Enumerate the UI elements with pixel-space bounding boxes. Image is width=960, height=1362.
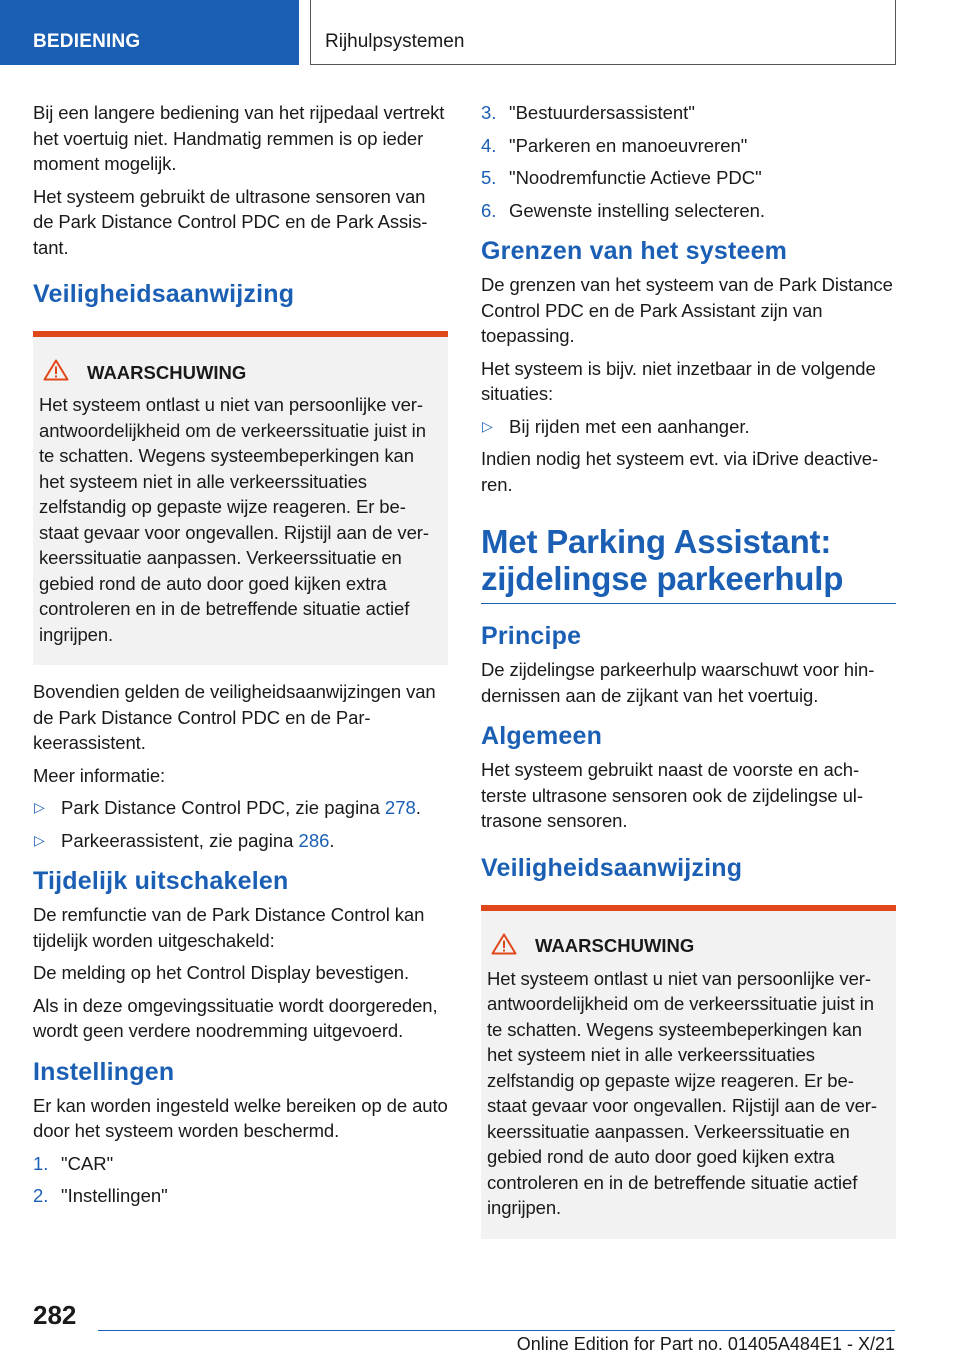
step-number: 2. [33,1185,49,1206]
disable-heading: Tijdelijk uitschakelen [33,867,289,895]
triangle-bullet-icon: ▷ [482,417,493,434]
warning-label: WAARSCHUWING [87,361,247,383]
step-text: "Noodremfunctie Actieve PDC" [509,167,762,188]
list-item-text: Parkeerassistent, zie pagina [61,829,299,851]
list-item [33,1183,448,1209]
paragraph: Er kan worden ingesteld welke bereiken op de auto door het systeem worden beschermd. [33,1094,448,1141]
paragraph: Indien nodig het systeem evt. via iDrive deactiveren. [481,448,879,495]
limits-heading: Grenzen van het systeem [481,237,788,265]
list-item [481,100,896,126]
paragraph: Het systeem gebruikt naast de voorste en achterste ultrasone sensoren ook de zijdelingse ultrasone sensoren. [481,759,863,831]
step-number: 5. [481,167,497,188]
warning-text: Het systeem ontlast u niet van persoonlijke verantwoordelijkheid om de verkeerssituatie juist in te schatten. Wegens systeembeperkingen kan het systeem niet in alle verkeerssituaties zelfstandig op gepaste wijze reageren. Er bestaat gevaar voor ongevallen. Rijstijl aan de verkeerssituatie aanpassen. Verkeerssituatie en gebied rond de auto door goed kijken extra controleren en in de betreffende situatie actief ingrijpen. [487,967,877,1218]
step-number: 3. [481,102,497,123]
page-number: 282 [33,1300,77,1330]
right-column [481,100,896,1253]
step-text: "CAR" [61,1152,114,1174]
main-heading: Met Parking Assistant: zijdelingse parkeerhulp [481,523,896,604]
paragraph: Meer informatie: [33,764,166,786]
list-item-text: Park Distance Control PDC, zie pagina [61,797,385,818]
steps-list [33,1151,448,1209]
safety-heading: Veiligheidsaanwijzing [481,853,743,882]
list-item-text: Bij rijden met een aanhanger. [509,415,750,437]
warning-title [487,933,886,960]
paragraph: Bovendien gelden de veiligheidsaanwijzingen van de Park Distance Control PDC en de Parkeerassistent. [33,681,436,753]
warning-box [33,331,448,665]
safety-heading: Veiligheidsaanwijzing [33,280,295,308]
list-item [33,795,448,821]
section-title: Rijhulpsystemen [310,0,896,65]
limits-list [481,414,896,440]
paragraph: Het systeem gebruikt de ultrasone sensoren van de Park Distance Control PDC en de Park Assistant. [33,185,428,258]
warning-label: WAARSCHUWING [535,935,695,956]
list-item [33,1151,448,1177]
general-heading: Algemeen [481,722,603,750]
steps-list [481,100,896,223]
paragraph: De grenzen van het systeem van de Park Distance Control PDC en de Park Assistant zijn van toepassing. [481,274,893,346]
settings-heading: Instellingen [33,1057,175,1086]
list-item [481,414,896,440]
paragraph: Als in deze omgevingssituatie wordt doorgereden, wordt geen verdere noodremming uitgevoerd. [33,994,438,1041]
left-column [33,100,448,1216]
list-item [481,198,896,224]
principle-heading: Principe [481,622,582,650]
list-item [481,165,896,191]
paragraph: Het systeem is bijv. niet inzetbaar in de volgende situaties: [481,357,876,404]
chapter-tab[interactable]: BEDIENING [0,0,299,65]
list-item [33,828,448,854]
step-text: "Bestuurdersassistent" [509,102,695,123]
warning-text: Het systeem ontlast u niet van persoonlijke verantwoordelijkheid om de verkeerssituatie juist in te schatten. Wegens systeembeperkingen kan het systeem niet in alle verkeerssituaties zelfstandig op gepaste wijze reageren. Er bestaat gevaar voor ongevallen. Rijstijl aan de verkeerssituatie aanpassen. Verkeerssituatie en gebied rond de auto door goed kijken extra controleren en in de betreffende situatie actief ingrijpen. [39,394,429,645]
paragraph: De zijdelingse parkeerhulp waarschuwt voor hindernissen aan de zijkant van het voertuig. [481,659,875,706]
triangle-bullet-icon: ▷ [34,799,45,815]
triangle-bullet-icon: ▷ [34,831,45,848]
step-number: 6. [481,199,497,221]
page-link[interactable]: 278 [384,797,416,818]
step-number: 4. [481,134,497,156]
paragraph: Bij een langere bediening van het rijpedaal vertrekt het voertuig niet. Handmatig remmen is op ieder moment mogelijk. [33,102,445,174]
list-item [481,133,896,159]
warning-triangle-icon [491,933,527,960]
step-number: 1. [33,1152,49,1174]
paragraph: De melding op het Control Display bevestigen. [33,962,409,983]
step-text: Gewenste instelling selecteren. [509,199,766,221]
step-text: "Parkeren en manoeuvreren" [509,134,748,156]
warning-title [39,359,438,386]
info-list [33,795,448,853]
warning-box [481,905,896,1239]
page-link[interactable]: 286 [298,829,330,851]
list-item-end: . [415,797,421,818]
paragraph: De remfunctie van de Park Distance Control kan tijdelijk worden uitgeschakeld: [33,904,425,951]
step-text: "Instellingen" [61,1185,168,1206]
warning-triangle-icon [43,359,79,386]
footer-rule [98,1330,895,1331]
edition-text: Online Edition for Part no. 01405A484E1 - X/21 [516,1334,895,1354]
list-item-end: . [329,829,335,851]
